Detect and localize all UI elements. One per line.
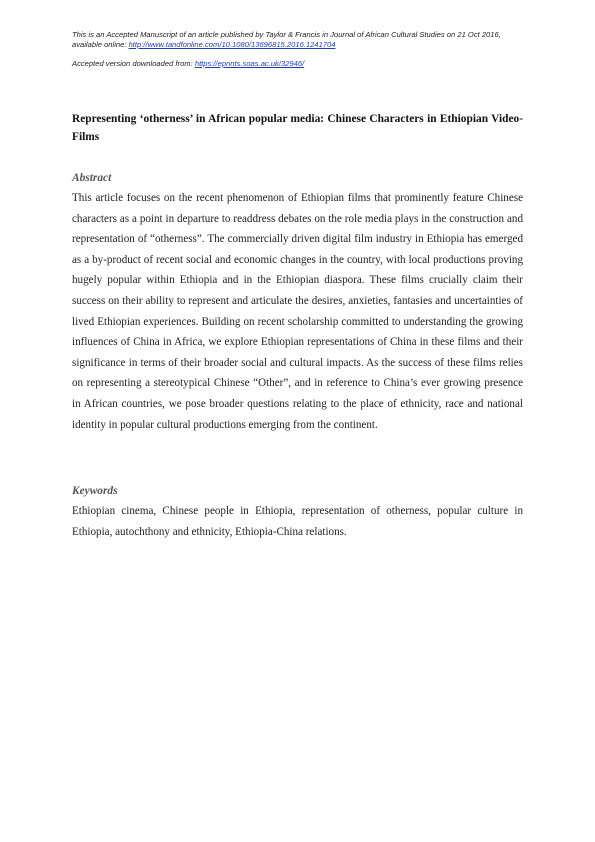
abstract-text: This article focuses on the recent phenomenon of Ethiopian films that prominently feature Chinese characters as a point in departure to readdress debates on the role media plays in the construction and representation of “otherness”. The commercially driven digital film industry in Ethiopia has emerged as a by-product of recent social and economic changes in the country, with local productions proving hugely popular within Ethiopia and in the Ethiopian diaspora. These films crucially claim their success on their ability to represent and articulate the desires, anxieties, fantasies and uncertainties of lived Ethiopian experiences. Building on recent scholarship committed to understanding the growing influences of China in Africa, we explore Ethiopian representations of China in these films and their significance in terms of their broader social and cultural impacts. As the success of these films relies on representing a stereotypical Chinese “Other”, and in reference to China’s ever growing presence in African countries, we pose broader questions relating to the place of ethnicity, race and national identity in popular cultural productions emerging from the continent. [72,192,523,431]
paper-title: Representing ‘otherness’ in African popular media: Chinese Characters in Ethiopian Video-Films [72,113,523,143]
download-notice-line [72,59,532,69]
abstract-heading: Abstract [72,172,112,184]
eprints-link[interactable]: https://eprints.soas.ac.uk/32946/ [194,59,305,68]
keywords-text: Ethiopian cinema, Chinese people in Ethiopia, representation of otherness, popular culture in Ethiopia, autochthony and ethnicity, Ethiopia-China relations. [72,505,523,538]
publication-notice-text: This is an Accepted Manuscript of an article published by Taylor & Francis in Journal of African Cultural Studies on 21 Oct 2016, available online: [72,30,501,49]
doi-link[interactable]: http://www.tandfonline.com/10.1080/13696815.2016.1241704 [128,40,336,49]
keywords-heading: Keywords [72,485,118,497]
publication-notice [72,30,532,69]
download-notice-text: Accepted version downloaded from: [72,59,195,68]
publication-notice-line [72,30,532,50]
